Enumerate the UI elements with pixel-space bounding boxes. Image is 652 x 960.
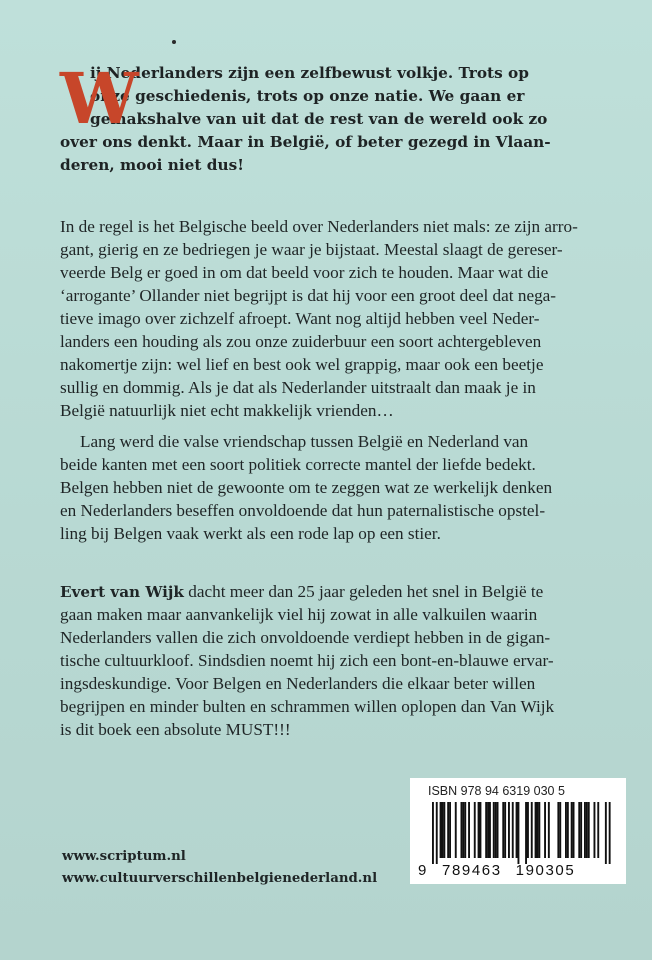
website-link: www.scriptum.nl [62, 849, 186, 864]
barcode-bar [594, 802, 596, 858]
text-line: veerde Belg er goed in om dat beeld voor zich te houden. Maar wat die [60, 263, 549, 282]
text-line: ingsdeskundige. Voor Belgen en Nederlanders die elkaar beter willen [60, 674, 536, 693]
barcode-bar [489, 802, 491, 858]
barcode-bar [537, 802, 539, 858]
text-line: tische cultuurkloof. Sindsdien noemt hij zich een bont-en-blauwe ervar- [60, 651, 554, 670]
barcode-bar [442, 802, 444, 858]
barcode-bar [461, 802, 463, 858]
barcode-bar [597, 802, 599, 858]
text-line: tieve imago over zichzelf afroept. Want nog altijd hebben veel Neder- [60, 309, 540, 328]
barcode-bar [462, 802, 464, 858]
barcode-bar [478, 802, 480, 858]
text-line: gant, gierig en ze bedriegen je waar je bijstaat. Meestal slaagt de gereser- [60, 240, 563, 259]
text-line [60, 580, 622, 603]
barcode-bar [571, 802, 573, 858]
barcode-bar [455, 802, 457, 858]
author-name: Evert van Wijk [60, 583, 184, 601]
barcode-bar [559, 802, 561, 858]
barcode-bar [538, 802, 540, 858]
barcode-bar [487, 802, 489, 858]
text-line: landers een houding als zou onze zuiderbuur een soort achtergebleven [60, 332, 542, 351]
barcode-bar [584, 802, 586, 858]
barcode-bar [464, 802, 466, 858]
barcode-bar [495, 802, 497, 858]
barcode-digits [418, 862, 620, 879]
barcode-bar [557, 802, 559, 858]
barcode-bar [432, 802, 434, 864]
text-line: Lang werd die valse vriendschap tussen België en Nederland van [80, 432, 529, 451]
barcode-bar [504, 802, 506, 858]
barcode-bar [567, 802, 569, 858]
text-line: is dit boek een absolute MUST!!! [60, 720, 291, 739]
barcode-bar [468, 802, 470, 858]
barcode-digits-right: 190305 [515, 862, 576, 879]
barcode-bar [565, 802, 567, 858]
barcode-bar [512, 802, 514, 858]
barcode-bar [548, 802, 550, 858]
barcode-bar [480, 802, 482, 858]
barcode-bar [586, 802, 588, 858]
barcode-bars [418, 802, 620, 864]
text-line: ling bij Belgen vaak werkt als een rode lap op een stier. [60, 524, 441, 543]
barcode-bar [544, 802, 546, 858]
barcode-bar [516, 802, 518, 858]
text-line: beide kanten met een soort politiek correcte mantel der liefde bedekt. [60, 455, 536, 474]
barcode-bar [502, 802, 504, 858]
barcode-bar [527, 802, 529, 858]
text-line: Nederlanders vallen die zich onvoldoende verdiept hebben in de gigan- [60, 628, 551, 647]
intro-line: deren, mooi niet dus! [60, 156, 244, 174]
barcode-bar [443, 802, 445, 858]
barcode-bar [447, 802, 449, 858]
website-list [62, 846, 377, 890]
barcode-bar [605, 802, 607, 864]
text-line: Belgen hebben niet de gewoonte om te zeggen wat ze werkelijk denken [60, 478, 553, 497]
barcode-bar [580, 802, 582, 858]
barcode-bar [518, 802, 520, 864]
barcode-bar [535, 802, 537, 858]
text-line: begrijpen en minder bulten en schrammen willen oplopen dan Van Wijk [60, 697, 555, 716]
barcode-bar [449, 802, 451, 858]
barcode-bar [485, 802, 487, 858]
barcode-bar [497, 802, 499, 858]
ink-speck [172, 40, 176, 44]
barcode-bar [493, 802, 495, 858]
barcode-bar [573, 802, 575, 858]
barcode-bar [436, 802, 438, 864]
barcode-bar [609, 802, 611, 864]
barcode-digits-left: 789463 [442, 862, 502, 879]
paragraph-3 [60, 580, 622, 741]
barcode-bar [578, 802, 580, 858]
drop-cap: W [60, 57, 139, 140]
text-line: sullig en dommig. Als je dat als Nederlander uitstraalt dan maak je in [60, 378, 536, 397]
paragraph-1 [60, 215, 622, 422]
barcode-bar [531, 802, 533, 858]
barcode-digit-first: 9 [418, 862, 427, 879]
website-link: www.cultuurverschillenbelgienederland.nl [62, 871, 378, 886]
barcode-bar [588, 802, 590, 858]
text-span: dacht meer dan 25 jaar geleden het snel in België te [183, 582, 544, 601]
barcode-bar [525, 802, 527, 864]
intro-line: ij Nederlanders zijn een zelfbewust volkje. Trots op [90, 64, 529, 82]
isbn-label: ISBN 978 94 6319 030 5 [428, 784, 565, 798]
text-line: ‘arrogante’ Ollander niet begrijpt is dat hij voor een groot deel dat nega- [60, 286, 557, 305]
barcode-bar [474, 802, 476, 858]
intro-block [60, 57, 622, 177]
paragraph-2 [60, 430, 622, 545]
text-line: en Nederlanders beseffen onvoldoende dat hun paternalistische opstel- [60, 501, 546, 520]
intro-line: over ons denkt. Maar in België, of beter gezegd in Vlaan- [60, 133, 551, 151]
barcode-bar [440, 802, 442, 858]
text-line: In de regel is het Belgische beeld over Nederlanders niet mals: ze zijn arro- [60, 217, 578, 236]
barcode-bar [508, 802, 510, 858]
text-line: gaan maken maar aanvankelijk viel hij zowat in alle valkuilen waarin [60, 605, 538, 624]
text-line: nakomertje zijn: wel lief en best ook wel grappig, maar ook een beetje [60, 355, 544, 374]
barcode-panel [410, 778, 626, 884]
intro-line: onze geschiedenis, trots op onze natie. We gaan er [90, 87, 525, 105]
text-line: België natuurlijk niet echt makkelijk vrienden… [60, 401, 394, 420]
intro-line: gemakshalve van uit dat de rest van de wereld ook zo [90, 110, 548, 128]
